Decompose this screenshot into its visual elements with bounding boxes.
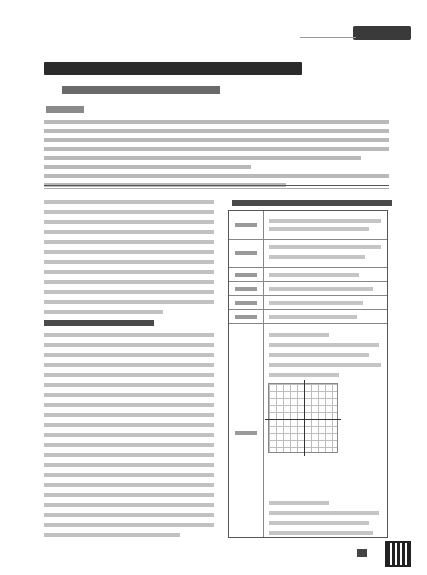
article-subtitle-block <box>62 86 220 94</box>
abstract-block <box>44 120 389 192</box>
section-tag <box>353 26 411 40</box>
x-axis <box>265 419 341 420</box>
author-line-block <box>46 106 84 113</box>
section-heading-block <box>44 320 154 326</box>
header-rule <box>300 37 356 38</box>
lesson-plan-table <box>228 210 388 538</box>
body-text-column <box>44 200 214 543</box>
meta-divider <box>44 185 389 186</box>
y-axis <box>304 380 305 456</box>
article-title-block <box>44 62 302 75</box>
meta-divider-thin <box>44 188 389 189</box>
table-caption-block <box>232 200 392 206</box>
coordinate-grid <box>268 383 338 453</box>
page-number-block <box>357 549 367 557</box>
qr-code <box>385 541 411 567</box>
